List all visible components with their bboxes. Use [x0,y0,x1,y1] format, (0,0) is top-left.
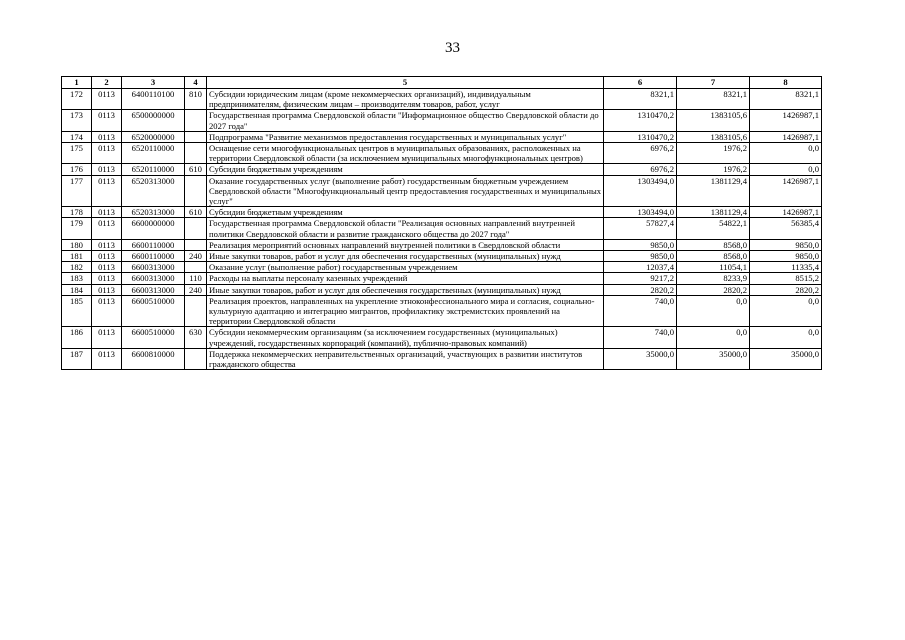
row-number-cell: 180 [62,239,92,250]
section-code-cell: 0113 [92,251,122,262]
expense-type-cell [185,143,207,164]
expense-type-cell: 630 [185,327,207,348]
amount-col-8-cell: 9850,0 [750,251,822,262]
table-row [62,284,822,295]
amount-col-6-cell: 2820,2 [604,284,677,295]
table-row [62,164,822,175]
section-code-cell: 0113 [92,218,122,239]
section-code-cell: 0113 [92,164,122,175]
amount-col-7-cell: 0,0 [677,295,750,327]
section-code-cell: 0113 [92,239,122,250]
row-number-cell: 172 [62,89,92,110]
section-code-cell: 0113 [92,131,122,142]
item-name-cell: Иные закупки товаров, работ и услуг для обеспечения государственных (муниципальных) нужд [207,251,604,262]
header-col-1: 1 [62,77,92,89]
target-article-cell: 6600110000 [122,251,185,262]
amount-col-6-cell: 1303494,0 [604,207,677,218]
target-article-cell: 6600510000 [122,327,185,348]
expense-type-cell [185,110,207,131]
amount-col-6-cell: 6976,2 [604,143,677,164]
expense-type-cell: 240 [185,284,207,295]
amount-col-8-cell: 0,0 [750,164,822,175]
section-code-cell: 0113 [92,262,122,273]
target-article-cell: 6600000000 [122,218,185,239]
target-article-cell: 6600810000 [122,348,185,369]
amount-col-7-cell: 1976,2 [677,164,750,175]
row-number-cell: 175 [62,143,92,164]
amount-col-6-cell: 1303494,0 [604,175,677,207]
row-number-cell: 174 [62,131,92,142]
header-col-7: 7 [677,77,750,89]
amount-col-7-cell: 1383105,6 [677,110,750,131]
amount-col-7-cell: 8233,9 [677,273,750,284]
table-row [62,295,822,327]
header-col-2: 2 [92,77,122,89]
expense-type-cell [185,262,207,273]
row-number-cell: 179 [62,218,92,239]
row-number-cell: 173 [62,110,92,131]
table-row [62,207,822,218]
target-article-cell: 6520313000 [122,175,185,207]
amount-col-6-cell: 9850,0 [604,251,677,262]
header-col-4: 4 [185,77,207,89]
header-col-5: 5 [207,77,604,89]
row-number-cell: 187 [62,348,92,369]
section-code-cell: 0113 [92,175,122,207]
budget-table [61,76,822,370]
amount-col-7-cell: 8321,1 [677,89,750,110]
expense-type-cell [185,131,207,142]
amount-col-7-cell: 1383105,6 [677,131,750,142]
section-code-cell: 0113 [92,207,122,218]
amount-col-7-cell: 11054,1 [677,262,750,273]
item-name-cell: Государственная программа Свердловской области "Реализация основных направлений внутренней политики Свердловской области и развитие гражданского общества до 2027 года" [207,218,604,239]
amount-col-8-cell: 0,0 [750,327,822,348]
expense-type-cell [185,295,207,327]
amount-col-7-cell: 8568,0 [677,239,750,250]
table-row [62,175,822,207]
amount-col-6-cell: 1310470,2 [604,110,677,131]
table-row [62,273,822,284]
amount-col-8-cell: 8515,2 [750,273,822,284]
amount-col-6-cell: 6976,2 [604,164,677,175]
row-number-cell: 181 [62,251,92,262]
expense-type-cell: 810 [185,89,207,110]
amount-col-7-cell: 35000,0 [677,348,750,369]
amount-col-7-cell: 1381129,4 [677,207,750,218]
item-name-cell: Иные закупки товаров, работ и услуг для обеспечения государственных (муниципальных) нужд [207,284,604,295]
item-name-cell: Расходы на выплаты персоналу казенных учреждений [207,273,604,284]
amount-col-8-cell: 11335,4 [750,262,822,273]
expense-type-cell: 610 [185,164,207,175]
amount-col-7-cell: 2820,2 [677,284,750,295]
table-row [62,89,822,110]
amount-col-6-cell: 12037,4 [604,262,677,273]
row-number-cell: 186 [62,327,92,348]
amount-col-6-cell: 740,0 [604,327,677,348]
amount-col-6-cell: 35000,0 [604,348,677,369]
target-article-cell: 6600510000 [122,295,185,327]
amount-col-8-cell: 35000,0 [750,348,822,369]
target-article-cell: 6520110000 [122,143,185,164]
row-number-cell: 177 [62,175,92,207]
section-code-cell: 0113 [92,295,122,327]
header-col-8: 8 [750,77,822,89]
item-name-cell: Субсидии юридическим лицам (кроме некоммерческих организаций), индивидуальным предпринимателям, физическим лицам – производителям товаров, работ, услуг [207,89,604,110]
amount-col-8-cell: 0,0 [750,143,822,164]
table-row [62,131,822,142]
item-name-cell: Субсидии бюджетным учреждениям [207,164,604,175]
target-article-cell: 6520110000 [122,164,185,175]
item-name-cell: Оказание услуг (выполнение работ) государственным учреждением [207,262,604,273]
table-row [62,251,822,262]
table-row [62,262,822,273]
amount-col-6-cell: 740,0 [604,295,677,327]
row-number-cell: 178 [62,207,92,218]
item-name-cell: Оказание государственных услуг (выполнение работ) государственным бюджетным учреждением Свердловской области "Многофункциональный центр предоставления государственных и муниципальных услуг" [207,175,604,207]
amount-col-8-cell: 56385,4 [750,218,822,239]
item-name-cell: Государственная программа Свердловской области "Информационное общество Свердловской области до 2027 года" [207,110,604,131]
item-name-cell: Субсидии некоммерческим организациям (за исключением государственных (муниципальных) учреждений, государственных корпораций (компаний), публично-правовых компаний) [207,327,604,348]
table-row [62,110,822,131]
table-row [62,143,822,164]
target-article-cell: 6500000000 [122,110,185,131]
section-code-cell: 0113 [92,110,122,131]
section-code-cell: 0113 [92,89,122,110]
item-name-cell: Реализация мероприятий основных направлений внутренней политики в Свердловской области [207,239,604,250]
amount-col-6-cell: 57827,4 [604,218,677,239]
target-article-cell: 6600313000 [122,284,185,295]
table-row [62,239,822,250]
amount-col-8-cell: 1426987,1 [750,110,822,131]
table-body [62,89,822,370]
item-name-cell: Оснащение сети многофункциональных центров в муниципальных образованиях, расположенных на территории Свердловской области (за исключением муниципальных многофункциональных центров) [207,143,604,164]
target-article-cell: 6520000000 [122,131,185,142]
target-article-cell: 6400110100 [122,89,185,110]
row-number-cell: 182 [62,262,92,273]
table-header-row [62,77,822,89]
amount-col-8-cell: 1426987,1 [750,175,822,207]
table-row [62,348,822,369]
target-article-cell: 6600313000 [122,273,185,284]
section-code-cell: 0113 [92,348,122,369]
item-name-cell: Реализация проектов, направленных на укрепление этноконфессионального мира и согласия, социально-культурную адаптацию и интеграцию мигрантов, профилактику экстремистских проявлений на территории Свердловской области [207,295,604,327]
expense-type-cell [185,175,207,207]
amount-col-6-cell: 9217,2 [604,273,677,284]
expense-type-cell: 240 [185,251,207,262]
expense-type-cell [185,348,207,369]
section-code-cell: 0113 [92,327,122,348]
target-article-cell: 6600110000 [122,239,185,250]
item-name-cell: Подпрограмма "Развитие механизмов предоставления государственных и муниципальных услуг" [207,131,604,142]
amount-col-8-cell: 8321,1 [750,89,822,110]
amount-col-8-cell: 1426987,1 [750,131,822,142]
amount-col-6-cell: 8321,1 [604,89,677,110]
section-code-cell: 0113 [92,284,122,295]
amount-col-7-cell: 54822,1 [677,218,750,239]
amount-col-7-cell: 8568,0 [677,251,750,262]
target-article-cell: 6600313000 [122,262,185,273]
section-code-cell: 0113 [92,143,122,164]
header-col-6: 6 [604,77,677,89]
expense-type-cell [185,239,207,250]
header-col-3: 3 [122,77,185,89]
amount-col-6-cell: 1310470,2 [604,131,677,142]
amount-col-8-cell: 2820,2 [750,284,822,295]
item-name-cell: Поддержка некоммерческих неправительственных организаций, участвующих в развитии институтов гражданского общества [207,348,604,369]
amount-col-8-cell: 9850,0 [750,239,822,250]
expense-type-cell: 110 [185,273,207,284]
row-number-cell: 184 [62,284,92,295]
amount-col-8-cell: 1426987,1 [750,207,822,218]
section-code-cell: 0113 [92,273,122,284]
amount-col-6-cell: 9850,0 [604,239,677,250]
row-number-cell: 176 [62,164,92,175]
item-name-cell: Субсидии бюджетным учреждениям [207,207,604,218]
amount-col-7-cell: 1381129,4 [677,175,750,207]
amount-col-8-cell: 0,0 [750,295,822,327]
page-number: 33 [445,40,460,56]
table-row [62,218,822,239]
table-row [62,327,822,348]
expense-type-cell [185,218,207,239]
amount-col-7-cell: 0,0 [677,327,750,348]
row-number-cell: 183 [62,273,92,284]
amount-col-7-cell: 1976,2 [677,143,750,164]
target-article-cell: 6520313000 [122,207,185,218]
row-number-cell: 185 [62,295,92,327]
expense-type-cell: 610 [185,207,207,218]
